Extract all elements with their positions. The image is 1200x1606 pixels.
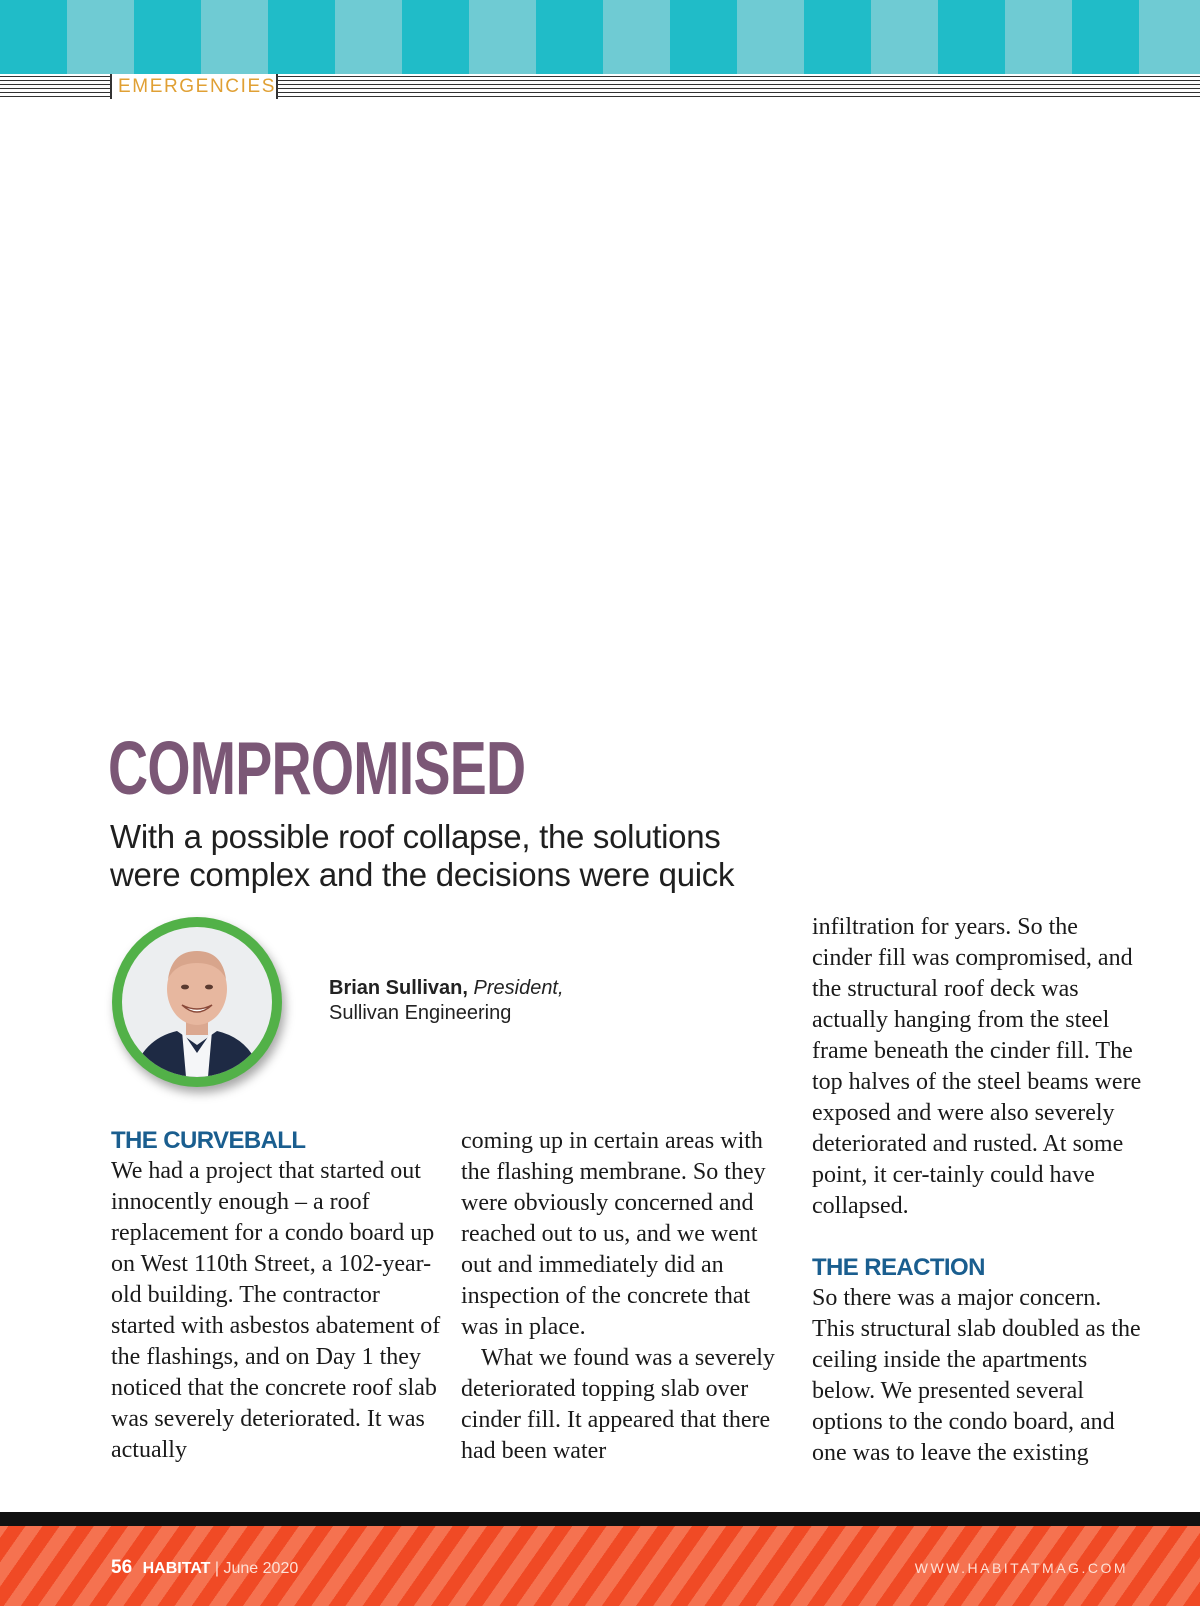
paragraph: So there was a major concern. This structural slab doubled as the ceiling inside the apartments below. We presented several options to the condo board, and one was to leave the existing	[812, 1285, 1141, 1466]
paragraph-gap	[812, 1222, 1142, 1253]
paragraph: What we found was a severely deteriorated topping slab over cinder fill. It appeared that there had been water	[461, 1345, 775, 1464]
paragraph: We had a project that started out innocently enough – a roof replacement for a condo board up on West 110th Street, a 102-year-old building. The contractor started with asbestos abatement of the flashings, and on Day 1 they noticed that the concrete roof slab was severely deteriorated. It was actually	[111, 1158, 441, 1463]
section-label: EMERGENCIES	[118, 76, 277, 97]
subhead-curveball: THE CURVEBALL	[111, 1127, 306, 1154]
author-company: Sullivan Engineering	[329, 1002, 512, 1024]
article-column-2	[461, 1126, 791, 1467]
paragraph: coming up in certain areas with the flashing membrane. So they were obviously concerned and reached out to us, and we went out and immediately did an inspection of the concrete that was in place.	[461, 1128, 766, 1340]
footer-rule	[0, 1512, 1200, 1526]
page-folio	[111, 1557, 298, 1580]
article-column-1	[111, 1126, 441, 1466]
section-rule-left	[0, 76, 110, 98]
magazine-name: HABITAT	[142, 1560, 211, 1577]
subhead-reaction: THE REACTION	[812, 1254, 985, 1281]
article-column-3	[812, 912, 1142, 1469]
deck-line-2: were complex and the decisions were quick	[110, 856, 735, 893]
deck-line-1: With a possible roof collapse, the solutions	[110, 818, 721, 855]
article-deck	[110, 818, 810, 894]
author-photo-icon	[122, 927, 272, 1077]
folio-separator: |	[214, 1560, 220, 1577]
author-title: President,	[473, 977, 564, 999]
author-name: Brian Sullivan,	[329, 977, 468, 999]
top-striped-banner	[0, 0, 1200, 74]
author-portrait	[112, 917, 282, 1087]
paragraph: infiltration for years. So the cinder fill was compromised, and the structural roof deck was actually hanging from the steel frame beneath the cinder fill. The top halves of the steel beams were exposed and were also severely deteriorated and rusted. At some point, it cer-tainly could have collapsed.	[812, 914, 1142, 1219]
page-number: 56	[111, 1557, 133, 1578]
author-byline	[329, 976, 564, 1026]
section-rule-right	[278, 76, 1200, 98]
article-headline: COMPROMISED	[108, 726, 526, 810]
website-url: WWW.HABITATMAG.COM	[914, 1560, 1128, 1576]
issue-date: June 2020	[223, 1560, 299, 1577]
